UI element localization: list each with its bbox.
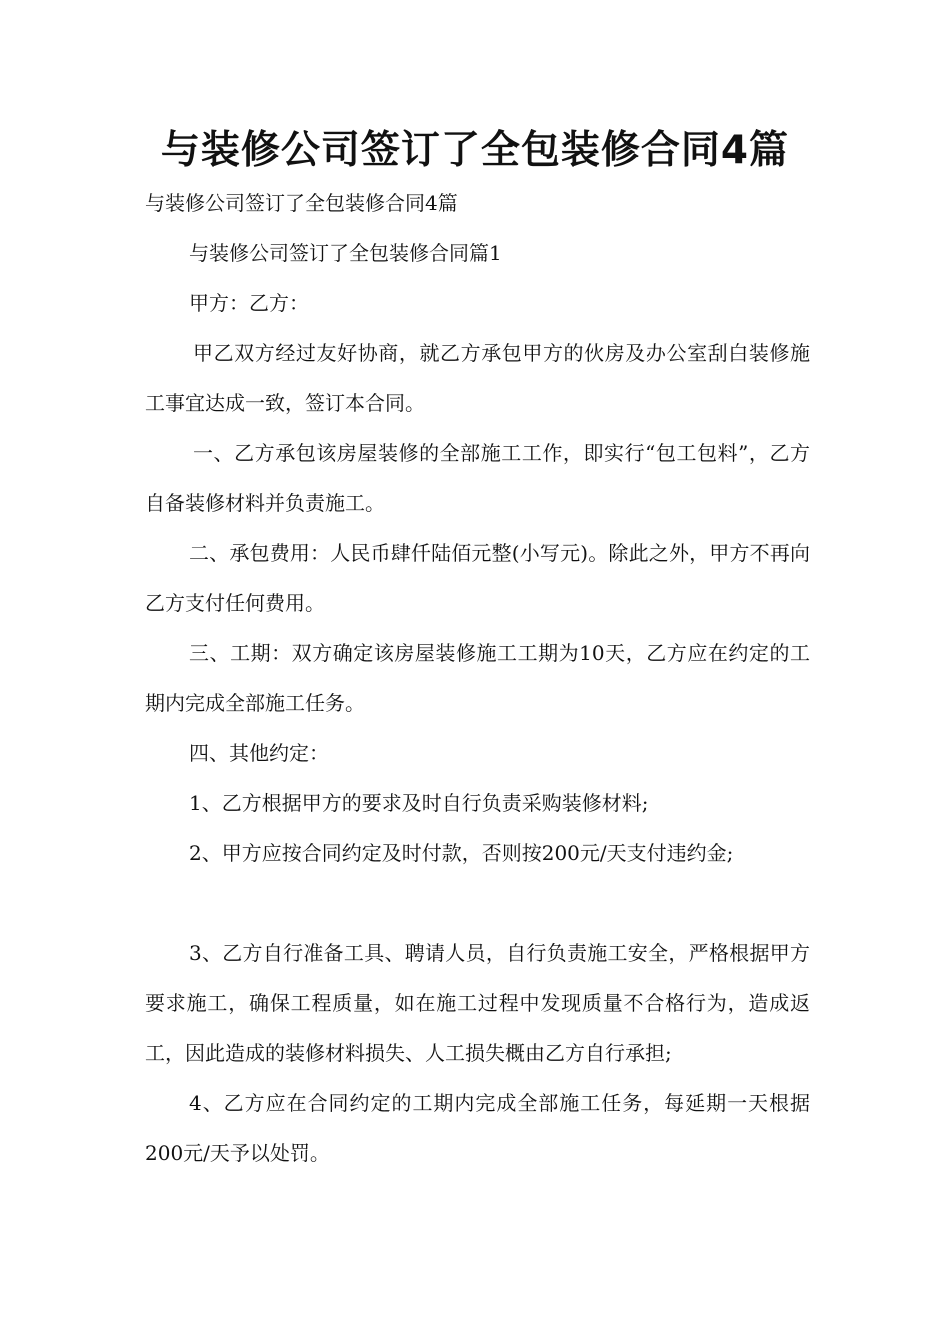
parties-line: 甲方：乙方： [189,291,309,315]
preamble-paragraph: 甲乙双方经过友好协商，就乙方承包甲方的伙房及办公室刮白装修施工事宜达成一致，签订本合同。 [145,341,810,415]
document-subtitle: 与装修公司签订了全包装修合同4篇 [145,191,458,215]
document-title: 与装修公司签订了全包装修合同4篇 [160,128,790,173]
document-body [145,228,810,1178]
clause-3-paragraph: 三、工期：双方确定该房屋装修施工工期为10天，乙方应在约定的工期内完成全部施工任务。 [145,641,810,715]
item-2-paragraph: 2、甲方应按合同约定及时付款，否则按200元/天支付违约金; [189,841,734,865]
item-4-paragraph: 4、乙方应在合同约定的工期内完成全部施工任务，每延期一天根据200元/天予以处罚。 [145,1091,810,1165]
item-1-paragraph: 1、乙方根据甲方的要求及时自行负责采购装修材料; [189,791,649,815]
clause-2-paragraph: 二、承包费用：人民币肆仟陆佰元整(小写元)。除此之外，甲方不再向乙方支付任何费用。 [145,541,810,615]
item-3-paragraph: 3、乙方自行准备工具、聘请人员，自行负责施工安全，严格根据甲方要求施工，确保工程质量，如在施工过程中发现质量不合格行为，造成返工，因此造成的装修材料损失、人工损失概由乙方自行承担; [145,941,810,1065]
clause-1-paragraph: 一、乙方承包该房屋装修的全部施工工作，即实行“包工包料”，乙方自备装修材料并负责施工。 [145,441,810,515]
clause-4-heading: 四、其他约定： [189,741,329,765]
section-heading: 与装修公司签订了全包装修合同篇1 [189,241,502,265]
